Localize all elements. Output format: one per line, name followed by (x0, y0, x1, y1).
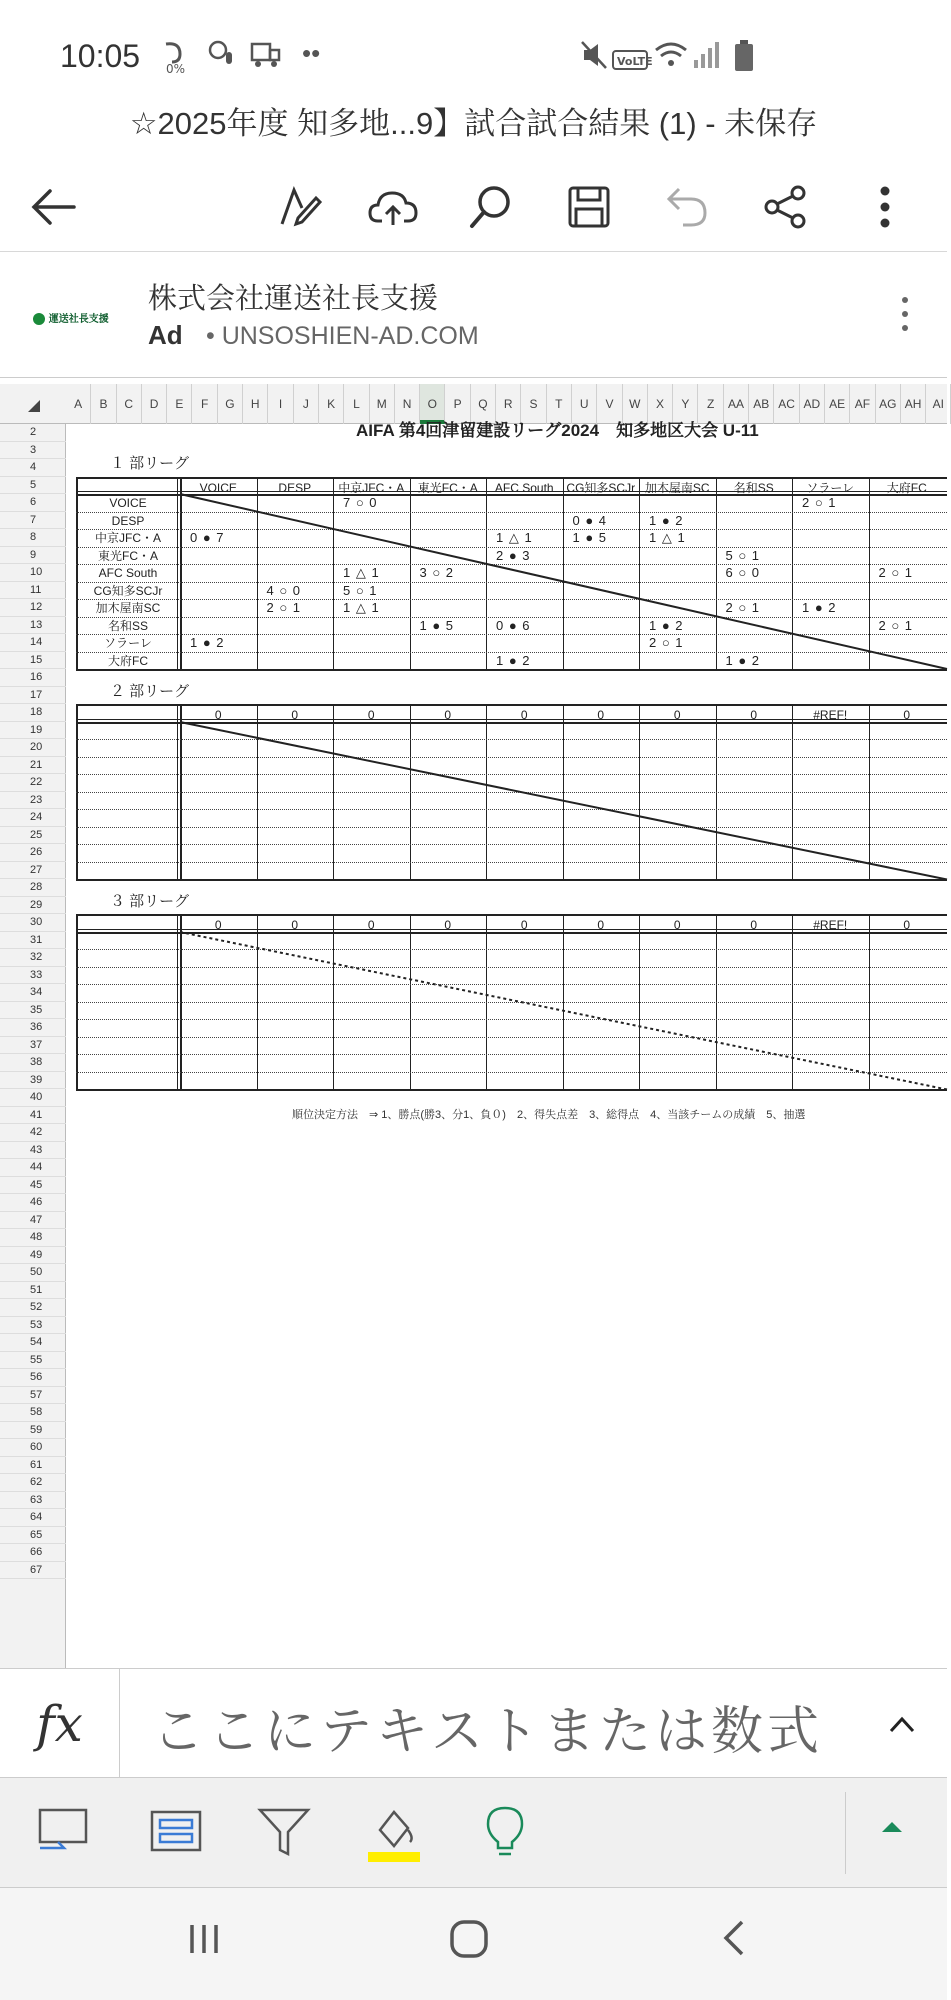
league-2-header-1: 0 (291, 708, 299, 722)
league-1-header-9: 大府FC (886, 480, 927, 495)
row-header-15[interactable]: 15 (0, 652, 66, 670)
row-header-66[interactable]: 66 (0, 1544, 66, 1562)
row-header-44[interactable]: 44 (0, 1159, 66, 1177)
row-header-57[interactable]: 57 (0, 1387, 66, 1405)
row-header-19[interactable]: 19 (0, 722, 66, 740)
column-header-o[interactable]: O (420, 384, 445, 424)
league-1-header-5: CG知多SCJr (566, 480, 636, 495)
column-header-p[interactable]: P (446, 384, 471, 424)
toolbar-divider (845, 1792, 846, 1874)
row-header-51[interactable]: 51 (0, 1282, 66, 1300)
league-1-header-4: AFC South (494, 480, 554, 495)
row-header-23[interactable]: 23 (0, 792, 66, 810)
select-all-icon[interactable] (28, 400, 40, 412)
column-header-j[interactable]: J (294, 384, 319, 424)
row-header-58[interactable]: 58 (0, 1404, 66, 1422)
row-header-54[interactable]: 54 (0, 1334, 66, 1352)
league-3-label: ３ 部リーグ (110, 892, 190, 910)
league-2-header-8: #REF! (813, 708, 848, 722)
row-header-7[interactable]: 7 (0, 512, 66, 530)
column-header-ac[interactable]: AC (774, 384, 799, 424)
row-header-35[interactable]: 35 (0, 1002, 66, 1020)
column-header-r[interactable]: R (496, 384, 521, 424)
league-2-border-bottom (76, 879, 947, 881)
column-header-f[interactable]: F (193, 384, 218, 424)
row-header-37[interactable]: 37 (0, 1037, 66, 1055)
lightbulb-icon[interactable] (482, 1804, 542, 1864)
column-header-bar (0, 384, 947, 424)
match-result: 2 ○ 1 (802, 495, 837, 510)
row-header-64[interactable]: 64 (0, 1509, 66, 1527)
match-result: 2 ○ 1 (725, 600, 761, 615)
ad-url[interactable]: • UNSOSHIEN-AD.COM (206, 322, 479, 350)
team-row-label: CG知多SCJr (93, 583, 163, 598)
row-header-17[interactable]: 17 (0, 687, 66, 705)
column-header-a[interactable]: A (66, 384, 91, 424)
column-header-z[interactable]: Z (699, 384, 724, 424)
row-header-45[interactable]: 45 (0, 1177, 66, 1195)
column-header-v[interactable]: V (597, 384, 622, 424)
share-icon[interactable] (756, 178, 814, 236)
row-header-63[interactable]: 63 (0, 1492, 66, 1510)
column-header-y[interactable]: Y (673, 384, 698, 424)
match-result: 1 ● 2 (649, 512, 684, 528)
team-row-label: 中京JFC・A (94, 531, 161, 545)
row-header-46[interactable]: 46 (0, 1194, 66, 1212)
signal-icon (692, 40, 722, 77)
league-1-team-rule-1 (177, 477, 178, 670)
home-icon[interactable] (448, 1918, 490, 1971)
row-header-34[interactable]: 34 (0, 984, 66, 1002)
row-header-3[interactable]: 3 (0, 442, 66, 460)
league-1-label: １ 部リーグ (110, 455, 190, 472)
league-3-header-2: 0 (367, 918, 375, 932)
row-header-48[interactable]: 48 (0, 1229, 66, 1247)
column-header-i[interactable]: I (268, 384, 293, 424)
match-result: 1 △ 1 (496, 530, 533, 545)
row-header-27[interactable]: 27 (0, 862, 66, 880)
match-result: 3 ○ 2 (419, 565, 455, 580)
match-result: 2 ○ 1 (878, 565, 914, 580)
match-result: 0 ● 6 (496, 617, 531, 633)
ad-label: Ad (148, 320, 183, 350)
row-header-20[interactable]: 20 (0, 739, 66, 757)
team-row-label: 大府FC (108, 653, 148, 668)
league-2-header-7: 0 (750, 708, 758, 722)
row-header-2[interactable]: 2 (0, 424, 66, 442)
league-2-header-0: 0 (214, 708, 222, 722)
column-header-b[interactable]: B (91, 384, 116, 424)
match-result: 2 ● 3 (496, 547, 531, 563)
league-2-diagonal (180, 722, 947, 880)
column-header-af[interactable]: AF (850, 384, 875, 424)
row-header-8[interactable]: 8 (0, 529, 66, 547)
column-header-n[interactable]: N (395, 384, 420, 424)
league-3-header-5: 0 (597, 918, 605, 932)
league-1-header-1: DESP (278, 480, 312, 495)
row-header-55[interactable]: 55 (0, 1352, 66, 1370)
league-1-header-6: 加木屋南SC (644, 480, 710, 495)
row-header-41[interactable]: 41 (0, 1107, 66, 1125)
match-result: 0 ● 4 (572, 512, 608, 528)
app-toolbar (0, 160, 947, 252)
pen-icon[interactable] (270, 178, 328, 236)
row-header-6[interactable]: 6 (0, 494, 66, 512)
formula-input[interactable]: ここにテキストまたは数式 (152, 1703, 823, 1761)
column-header-ag[interactable]: AG (876, 384, 901, 424)
row-header-49[interactable]: 49 (0, 1247, 66, 1265)
sheets-icon[interactable] (148, 1804, 208, 1864)
league-3-header-7: 0 (750, 918, 758, 932)
row-header-24[interactable]: 24 (0, 809, 66, 827)
league-3-border-bottom (76, 1089, 947, 1091)
row-header-10[interactable]: 10 (0, 564, 66, 582)
chevron-up-icon[interactable] (889, 1707, 915, 1741)
match-result: 1 ● 5 (572, 530, 608, 545)
league-2-header-3: 0 (444, 708, 452, 722)
row-header-31[interactable]: 31 (0, 932, 66, 950)
ranking-note: 順位決定方法 ⇒ 1、勝点(勝3、分1、負０) 2、得失点差 3、総得点 4、当該チームの成績 5、抽選 (292, 1108, 806, 1121)
match-result: 1 ● 5 (419, 617, 455, 633)
spreadsheet-grid[interactable] (0, 384, 947, 1668)
mute-icon (580, 40, 608, 77)
row-header-16[interactable]: 16 (0, 669, 66, 687)
league-3-diagonal (180, 932, 947, 1090)
column-header-x[interactable]: X (648, 384, 673, 424)
row-header-65[interactable]: 65 (0, 1527, 66, 1545)
row-header-56[interactable]: 56 (0, 1369, 66, 1387)
match-result: 1 ● 2 (190, 635, 225, 650)
column-header-ah[interactable]: AH (901, 384, 926, 424)
row-header-42[interactable]: 42 (0, 1124, 66, 1142)
column-header-h[interactable]: H (243, 384, 268, 424)
league-2-label: ２ 部リーグ (110, 682, 190, 700)
column-header-e[interactable]: E (167, 384, 192, 424)
league-1-header-0: VOICE (199, 480, 237, 495)
column-header-k[interactable]: K (319, 384, 344, 424)
match-result: 1 △ 1 (343, 565, 380, 580)
cloud-upload-icon[interactable] (364, 178, 422, 236)
row-header-4[interactable]: 4 (0, 459, 66, 477)
row-header-39[interactable]: 39 (0, 1072, 66, 1090)
league-3-header-4: 0 (520, 918, 528, 932)
league-3-header-3: 0 (444, 918, 452, 932)
league-3-header-0: 0 (214, 918, 222, 932)
search-icon[interactable] (462, 178, 520, 236)
ad-title[interactable]: 株式会社運送社長支援 (148, 283, 439, 315)
league-3-header-8: #REF! (813, 918, 848, 932)
league-2-header-2: 0 (367, 708, 375, 722)
league-2-header-9: 0 (903, 708, 911, 722)
row-header-47[interactable]: 47 (0, 1212, 66, 1230)
row-header-29[interactable]: 29 (0, 897, 66, 915)
league-2-header-6: 0 (673, 708, 681, 722)
column-header-ad[interactable]: AD (800, 384, 825, 424)
row-header-62[interactable]: 62 (0, 1474, 66, 1492)
row-header-bar (0, 424, 66, 1668)
row-header-52[interactable]: 52 (0, 1299, 66, 1317)
match-result: 1 ● 2 (802, 600, 837, 615)
undo-icon[interactable] (658, 178, 716, 236)
row-header-9[interactable]: 9 (0, 547, 66, 565)
league-3-header-9: 0 (903, 918, 911, 932)
team-row-label: DESP (111, 513, 145, 528)
recents-icon[interactable] (186, 1918, 222, 1968)
league-1-header-8: ソラーレ (806, 480, 855, 495)
column-header-ae[interactable]: AE (825, 384, 850, 424)
row-header-60[interactable]: 60 (0, 1439, 66, 1457)
column-header-l[interactable]: L (344, 384, 369, 424)
svg-text:VoLTE: VoLTE (617, 55, 653, 68)
status-time: 10:05 (60, 38, 141, 74)
truck-icon (250, 40, 282, 77)
system-nav-bar (0, 1888, 947, 2000)
match-result: 2 ○ 1 (266, 600, 302, 615)
row-header-30[interactable]: 30 (0, 914, 66, 932)
row-header-21[interactable]: 21 (0, 757, 66, 775)
column-header-d[interactable]: D (142, 384, 167, 424)
wifi-icon (654, 40, 688, 77)
row-header-26[interactable]: 26 (0, 844, 66, 862)
row-header-38[interactable]: 38 (0, 1054, 66, 1072)
match-result: 5 ○ 1 (343, 582, 378, 598)
match-result: 6 ○ 0 (725, 565, 761, 580)
row-header-50[interactable]: 50 (0, 1264, 66, 1282)
row-header-11[interactable]: 11 (0, 582, 66, 600)
data-saver-icon (160, 40, 190, 81)
team-row-label: VOICE (109, 496, 147, 510)
team-row-label: 東光FC・A (97, 548, 158, 563)
expand-up-icon[interactable] (880, 1818, 910, 1848)
volte-icon (612, 46, 653, 77)
row-header-59[interactable]: 59 (0, 1422, 66, 1440)
match-result: 1 ● 2 (649, 617, 684, 633)
ad-banner[interactable] (0, 256, 947, 378)
column-header-w[interactable]: W (623, 384, 648, 424)
row-header-61[interactable]: 61 (0, 1457, 66, 1475)
formula-bar (0, 1668, 947, 1778)
team-row-label: ソラーレ (104, 636, 152, 650)
row-header-13[interactable]: 13 (0, 617, 66, 635)
row-header-32[interactable]: 32 (0, 949, 66, 967)
column-header-ai[interactable]: AI (926, 384, 951, 424)
back-icon[interactable] (720, 1918, 746, 1969)
match-result: 1 ● 2 (725, 652, 761, 668)
save-icon[interactable] (560, 178, 618, 236)
league-3-header-1: 0 (291, 918, 299, 932)
more-notifications: •• (302, 38, 321, 68)
column-header-q[interactable]: Q (471, 384, 496, 424)
back-arrow-icon[interactable] (24, 178, 82, 236)
team-row-label: 名和SS (107, 618, 148, 633)
league-2-header-4: 0 (520, 708, 528, 722)
league-1-header-3: 東光FC・A (417, 480, 478, 495)
ad-url-text: UNSOSHIEN-AD.COM (221, 322, 479, 350)
row-header-25[interactable]: 25 (0, 827, 66, 845)
row-header-14[interactable]: 14 (0, 634, 66, 652)
match-result: 1 △ 1 (343, 600, 380, 615)
battery-icon (734, 40, 754, 79)
column-header-s[interactable]: S (521, 384, 546, 424)
match-result: 2 ○ 1 (878, 617, 914, 633)
league-1-border-left (76, 477, 78, 670)
column-header-m[interactable]: M (370, 384, 395, 424)
row-header-33[interactable]: 33 (0, 967, 66, 985)
match-result: 2 ○ 1 (649, 635, 684, 650)
ad-menu-icon[interactable] (899, 296, 911, 332)
row-header-36[interactable]: 36 (0, 1019, 66, 1037)
row-header-28[interactable]: 28 (0, 879, 66, 897)
team-row-label: 加木屋南SC (95, 601, 161, 615)
row-header-53[interactable]: 53 (0, 1317, 66, 1335)
row-header-43[interactable]: 43 (0, 1142, 66, 1160)
match-result: 1 △ 1 (649, 530, 686, 545)
ad-logo: 運送社長支援 (32, 310, 109, 326)
fill-color-icon[interactable] (366, 1804, 426, 1864)
bottom-toolbar (0, 1778, 947, 1888)
league-1-header-2: 中京JFC・A (338, 480, 405, 495)
row-header-18[interactable]: 18 (0, 704, 66, 722)
column-header-t[interactable]: T (547, 384, 572, 424)
status-bar (0, 0, 947, 100)
fx-label[interactable]: fx (0, 1669, 120, 1779)
match-result: 5 ○ 1 (725, 547, 761, 563)
row-header-12[interactable]: 12 (0, 599, 66, 617)
match-result: 0 ● 7 (190, 530, 225, 545)
filter-icon[interactable] (256, 1804, 316, 1864)
column-header-u[interactable]: U (572, 384, 597, 424)
sheet-title: AIFA 第4回津留建設リーグ2024 知多地区大会 U-11 (356, 421, 759, 440)
match-result: 4 ○ 0 (266, 582, 302, 598)
row-header-40[interactable]: 40 (0, 1089, 66, 1107)
column-header-aa[interactable]: AA (724, 384, 749, 424)
column-header-ab[interactable]: AB (749, 384, 774, 424)
match-result: 7 ○ 0 (343, 495, 378, 510)
league-1-header-7: 名和SS (733, 480, 774, 495)
column-header-c[interactable]: C (117, 384, 142, 424)
more-icon[interactable] (856, 178, 914, 236)
league-2-header-5: 0 (597, 708, 605, 722)
row-header-22[interactable]: 22 (0, 774, 66, 792)
svg-text:0%: 0% (166, 62, 186, 76)
column-header-g[interactable]: G (218, 384, 243, 424)
match-result: 1 ● 2 (496, 652, 531, 668)
row-header-5[interactable]: 5 (0, 477, 66, 495)
league-3-header-6: 0 (673, 918, 681, 932)
team-row-label: AFC South (98, 566, 158, 580)
document-title: ☆2025年度 知多地...9】試合試合結果 (1) - 未保存 (129, 106, 818, 141)
row-header-67[interactable]: 67 (0, 1562, 66, 1580)
window-icon[interactable] (36, 1804, 96, 1864)
chat-mic-icon (206, 40, 236, 77)
